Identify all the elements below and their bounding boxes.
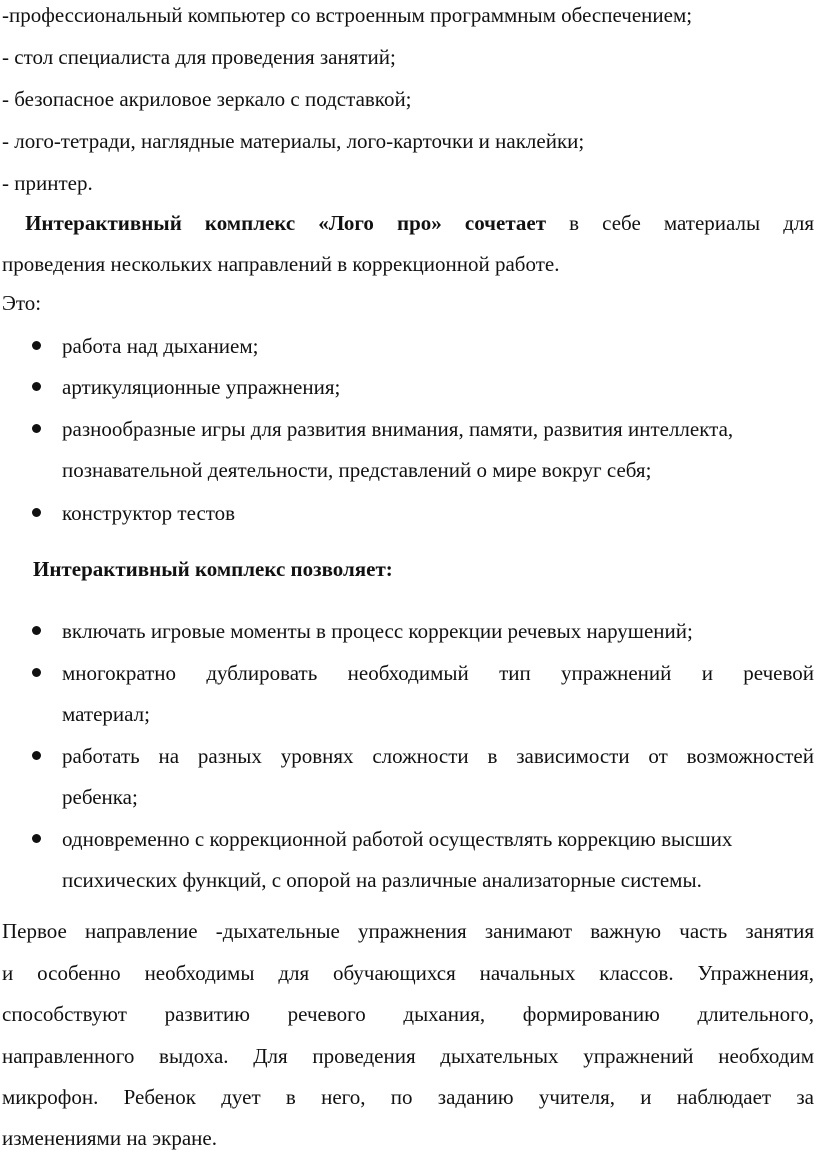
intro-bold: Интерактивный комплекс «Лого про» сочетает [25,211,547,235]
bullet-icon [32,341,41,350]
bullet-icon [32,668,41,677]
bullet-icon [32,508,41,517]
equipment-item: - безопасное акриловое зеркало с подставкой; [2,87,412,111]
equipment-item: - принтер. [2,171,93,195]
bullet-icon [32,834,41,843]
bullet-icon [32,626,41,635]
allows-heading: Интерактивный комплекс позволяет: [33,557,393,581]
bullet-icon [32,382,41,391]
bullet-icon [32,751,41,760]
this-label: Это: [2,291,42,315]
bullet-icon [32,424,41,433]
equipment-item: -профессиональный компьютер со встроенным программным обеспечением; [2,3,693,27]
equipment-item: - стол специалиста для проведения занятий; [2,45,396,69]
intro-rest: в себе материалы для [569,211,815,235]
intro-line-2: проведения нескольких направлений в коррекционной работе. [2,252,560,276]
equipment-item: - лого-тетради, наглядные материалы, лого-карточки и наклейки; [2,129,585,153]
intro-line [2,210,814,236]
